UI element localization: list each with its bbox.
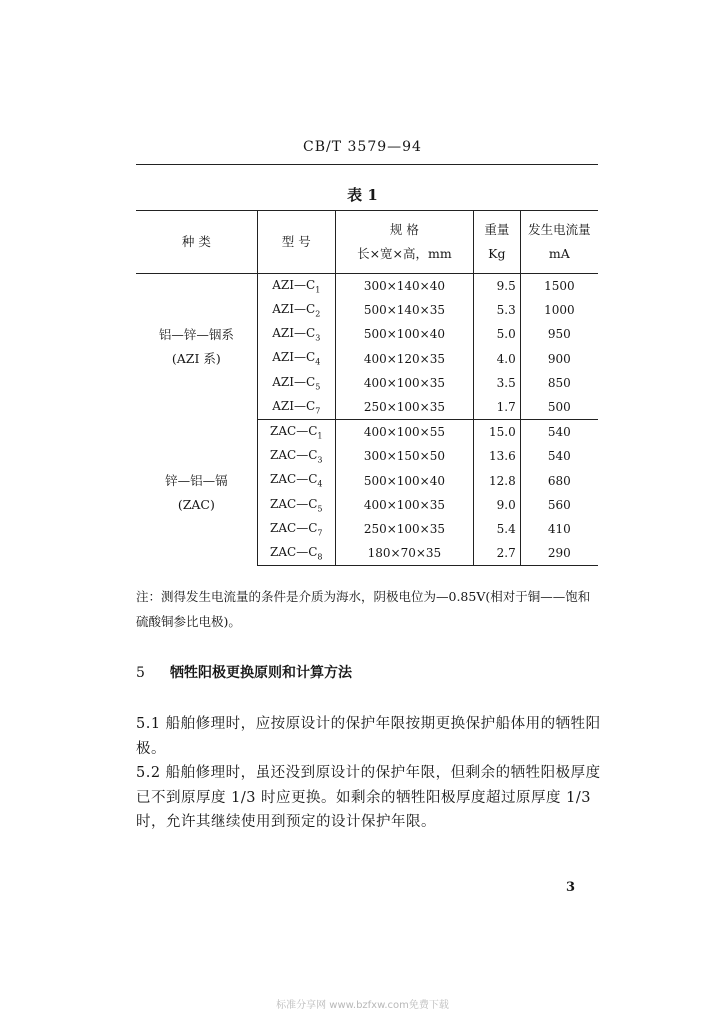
- model-cell: [257, 347, 335, 371]
- model-prefix: ZAC—C: [270, 496, 318, 511]
- current-cell: 290: [520, 541, 598, 566]
- anode-spec-table: [136, 210, 598, 566]
- zac-group: [136, 420, 598, 566]
- spec-cell: 400×120×35: [335, 347, 473, 371]
- header-weight-line2: Kg: [488, 246, 506, 261]
- model-cell: [257, 395, 335, 420]
- model-subscript: 1: [315, 285, 321, 295]
- table-note: 注：测得发生电流量的条件是介质为海水，阴极电位为—0.85V(相对于铜——饱和硫酸铜参比电极)。: [136, 589, 591, 629]
- header-weight: [473, 211, 520, 274]
- weight-cell: 15.0: [473, 420, 520, 445]
- spec-cell: 500×100×40: [335, 322, 473, 346]
- current-cell: 410: [520, 517, 598, 541]
- model-cell: [257, 420, 335, 445]
- model-subscript: 3: [315, 333, 321, 343]
- model-prefix: AZI—C: [272, 277, 316, 292]
- header-spec: [335, 211, 473, 274]
- azi-group: [136, 274, 598, 420]
- model-cell: [257, 541, 335, 566]
- header-current-line2: mA: [548, 246, 570, 261]
- header-model: 型 号: [257, 211, 335, 274]
- kind-cell: [136, 420, 257, 566]
- current-cell: 1000: [520, 298, 598, 322]
- weight-cell: 2.7: [473, 541, 520, 566]
- section-heading: [136, 662, 602, 682]
- table-header-row: [136, 211, 598, 274]
- spec-cell: 400×100×55: [335, 420, 473, 445]
- model-prefix: AZI—C: [272, 302, 316, 317]
- weight-cell: 12.8: [473, 469, 520, 493]
- header-weight-line1: 重量: [484, 222, 510, 237]
- kind-code: (AZI 系): [171, 350, 221, 366]
- model-prefix: ZAC—C: [270, 472, 318, 487]
- kind-code: (ZAC): [177, 496, 215, 512]
- spec-cell: 500×140×35: [335, 298, 473, 322]
- current-cell: 1500: [520, 274, 598, 299]
- model-subscript: 7: [317, 528, 323, 538]
- current-cell: 500: [520, 395, 598, 420]
- weight-cell: 13.6: [473, 444, 520, 468]
- model-cell: [257, 274, 335, 299]
- watermark: 标准分享网 www.bzfxw.com免费下载: [276, 1000, 449, 1011]
- model-cell: [257, 469, 335, 493]
- weight-cell: 5.4: [473, 517, 520, 541]
- model-cell: [257, 517, 335, 541]
- weight-cell: 9.5: [473, 274, 520, 299]
- standard-code-header: CB/T 3579—94: [303, 139, 422, 155]
- spec-cell: 300×140×40: [335, 274, 473, 299]
- current-cell: 560: [520, 493, 598, 517]
- model-subscript: 1: [317, 431, 323, 441]
- model-prefix: ZAC—C: [270, 544, 318, 559]
- header-spec-line2: 长×宽×高，mm: [357, 246, 452, 261]
- section-number: 5: [136, 665, 145, 681]
- spec-cell: 400×100×35: [335, 371, 473, 395]
- spec-cell: 400×100×35: [335, 493, 473, 517]
- model-cell: [257, 298, 335, 322]
- model-prefix: ZAC—C: [270, 424, 318, 439]
- spec-cell: 300×150×50: [335, 444, 473, 468]
- model-cell: [257, 371, 335, 395]
- model-prefix: ZAC—C: [270, 448, 318, 463]
- weight-cell: 9.0: [473, 493, 520, 517]
- kind-name: 锌—铝—镉: [165, 472, 228, 488]
- model-subscript: 4: [317, 479, 323, 489]
- model-prefix: ZAC—C: [270, 520, 318, 535]
- weight-cell: 4.0: [473, 347, 520, 371]
- weight-cell: 5.0: [473, 322, 520, 346]
- page-number: 3: [566, 880, 576, 895]
- model-subscript: 7: [315, 406, 321, 416]
- current-cell: 540: [520, 420, 598, 445]
- model-subscript: 2: [315, 309, 321, 319]
- model-cell: [257, 322, 335, 346]
- table-row: [136, 274, 598, 299]
- spec-cell: 250×100×35: [335, 395, 473, 420]
- kind-name: 铝—锌—铟系: [158, 326, 234, 342]
- model-subscript: 8: [317, 552, 323, 562]
- weight-cell: 1.7: [473, 395, 520, 420]
- weight-cell: 3.5: [473, 371, 520, 395]
- current-cell: 850: [520, 371, 598, 395]
- spec-cell: 180×70×35: [335, 541, 473, 566]
- model-subscript: 5: [315, 382, 321, 392]
- header-rule: [136, 164, 598, 165]
- model-subscript: 5: [317, 503, 323, 513]
- weight-cell: 5.3: [473, 298, 520, 322]
- header-current: [520, 211, 598, 274]
- current-cell: 950: [520, 322, 598, 346]
- model-prefix: AZI—C: [272, 326, 316, 341]
- model-cell: [257, 444, 335, 468]
- table-row: [136, 420, 598, 445]
- header-kind: 种 类: [181, 234, 211, 249]
- header-spec-line1: 规 格: [389, 222, 419, 237]
- spec-cell: 500×100×40: [335, 469, 473, 493]
- table-caption: 表 1: [347, 186, 378, 204]
- spec-cell: 250×100×35: [335, 517, 473, 541]
- section-title: 牺牲阳极更换原则和计算方法: [170, 665, 352, 681]
- current-cell: 680: [520, 469, 598, 493]
- model-cell: [257, 493, 335, 517]
- model-subscript: 4: [315, 357, 321, 367]
- header-current-line1: 发生电流量: [528, 222, 591, 237]
- kind-cell: [136, 274, 257, 420]
- clause-5-1: 5.1 船舶修理时，应按原设计的保护年限按期更换保护船体用的牺牲阳极。: [136, 716, 601, 757]
- model-subscript: 3: [317, 455, 323, 465]
- current-cell: 540: [520, 444, 598, 468]
- model-prefix: AZI—C: [272, 350, 316, 365]
- clause-5-2: 5.2 船舶修理时，虽还没到原设计的保护年限，但剩余的牺牲阳极厚度已不到原厚度 1/3 时应更换。如剩余的牺牲阳极厚度超过原厚度 1/3 时，允许其继续使用到预定的设计保护年限。: [136, 765, 601, 830]
- model-prefix: AZI—C: [272, 374, 316, 389]
- current-cell: 900: [520, 347, 598, 371]
- model-prefix: AZI—C: [272, 398, 316, 413]
